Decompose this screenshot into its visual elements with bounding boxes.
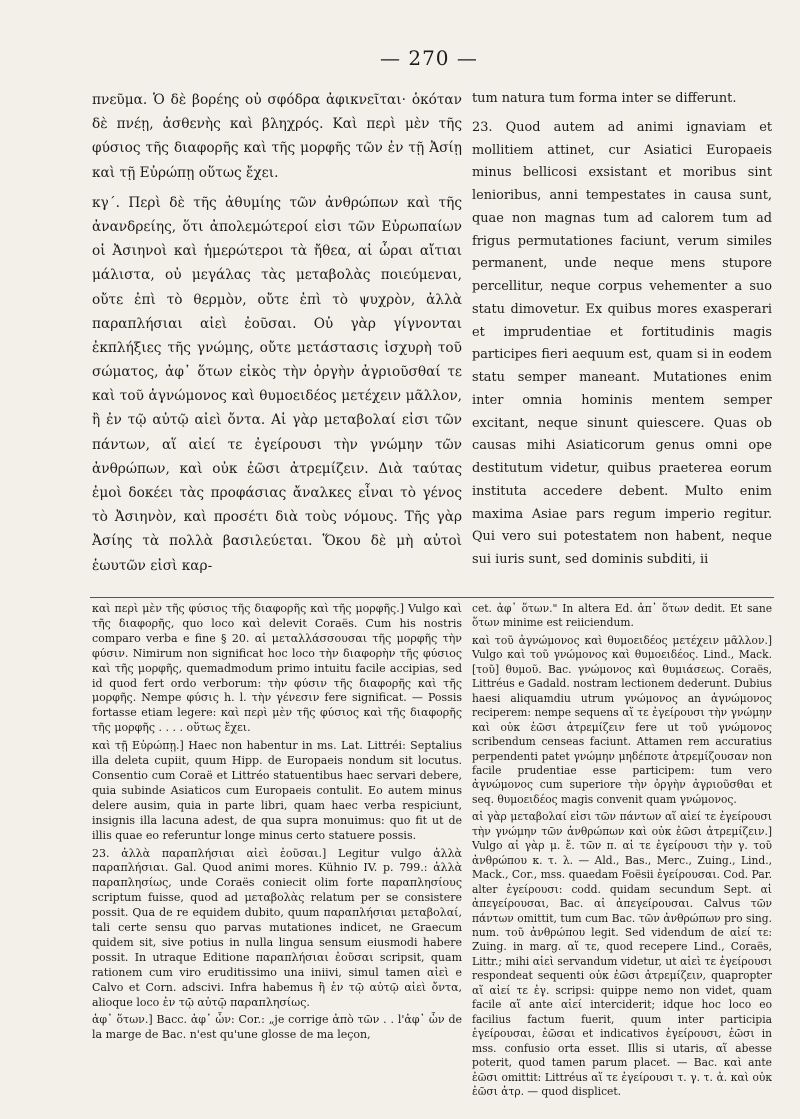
latin-paragraph: 23. Quod autem ad animi ignaviam et mollitiem attinet, cur Asiatici Europaeis minus bellicosi exsistant et moribus sint lenioribus, anni tempestates in causa sunt, quae non magnas tum ad calorem tum ad frigus permutationes faciunt, verum similes permanent, unde neque mens stupore percellitur, neque corpus vehementer a suo statu dimovetur. Ex quibus mores exasperari et imprudentiae et fortitudinis magis participes fieri aequum est, quam si in eodem statu semper maneant. Mutationes enim inter omnia hominis mentem semper excitant, neque sinunt quiescere. Quas ob causas mihi Asiaticorum genus omni ope destitutum videtur, quibus praeterea eorum instituta accedere debent. Multo enim maxima Asiae pars regum imperio regitur. Qui vero sui potestatem non habent, neque sui iuris sunt, sed dominis subditi, ii (472, 119, 772, 567)
latin-paragraph: tum natura tum forma inter se differunt. (472, 91, 737, 106)
greek-paragraph: κγ΄. Περὶ δὲ τῆς ἀθυμίης τῶν ἀνθρώπων καὶ τῆς ἀνανδρείης, ὅτι ἀπολεμώτεροί εἰσι τῶν Εὐρωπαίων οἱ Ἀσιηνοὶ καὶ ἡμερώτεροι τὰ ἤθεα, αἱ ὧραι αἴτιαι μάλιστα, οὐ μεγάλας τὰς μεταβολὰς ποιεύμεναι, οὔτε ἐπὶ τὸ θερμὸν, οὔτε ἐπὶ τὸ ψυχρὸν, ἀλλὰ παραπλήσιαι αἰεὶ ἐοῦσαι. Οὐ γὰρ γίγνονται ἐκπλήξιες τῆς γνώμης, οὔτε μετάστασις ἰσχυρὴ τοῦ σώματος, ἀφ᾽ ὅτων εἰκὸς τὴν ὀργὴν ἀγριοῦσθαί τε καὶ τοῦ ἀγνώμονος καὶ θυμοειδέος μετέχειν μᾶλλον, ἢ ἐν τῷ αὐτῷ αἰεὶ ὄντα. Αἱ γὰρ μεταβολαί εἰσι τῶν πάντων, αἵ αἰεί τε ἐγείρουσι τὴν γνώμην τῶν ἀνθρώπων, καὶ οὐκ ἐῶσι ἀτρεμίζειν. Διὰ ταύτας ἐμοὶ δοκέει τὰς προφάσιας ἄναλκες εἶναι τὸ γένος τὸ Ἀσιηνὸν, καὶ προσέτι διὰ τοὺς νόμους. Τῆς γὰρ Ἀσίης τὰ πολλὰ βασιλεύεται. Ὅκου δὲ μὴ αὐτοὶ ἑωυτῶν εἰσὶ καρ- (92, 194, 462, 574)
footnote: cet. ἀφ᾽ ὅτων." In altera Ed. ἀπ᾽ ὅτων dedit. Et sane ὅτων minime est reiiciendum. (472, 602, 772, 630)
footnote: αἱ γὰρ μεταβολαί εἰσι τῶν πάντων αἵ αἰεί τε ἐγείρουσι τὴν γνώμην τῶν ἀνθρώπων καὶ οὐκ ἐῶσι ἀτρεμίζειν.] Vulgo αἱ γὰρ μ. ἔ. τῶν π. αἱ τε ἐγείρουσι τὴν γ. τοῦ ἀνθρώπου κ. τ. λ. — Ald., Bas., Merc., Zuing., Lind., Mack., Cor., mss. quaedam Foësii ἐγείρουσαι. Cod. Par. alter ἐγείρουσι: codd. quidam secundum Sept. αἱ ἀπεγείρουσαι, Bac. αἱ ἀπεγείρουσαι. Calvus τῶν πάντων omittit, tum cum Bac. τῶν ἀνθρώπων pro sing. num. τοῦ ἀνθρώπου legit. Sed videndum de αἰεί τε: Zuing. in marg. αἵ τε, quod recepere Lind., Coraës, Littr.; mihi αἰεὶ servandum videtur, ut αἰεὶ τε ἐγείρουσι respondeat sequenti οὐκ ἐῶσι ἀτρεμίζειν, quapropter αἵ αἰεί τε ἐγ. scripsi: quippe nemo non videt, quam facile αἵ ante αἰεί interciderit; idque hoc loco eo facilius factum fuerit, quum inter participia ἐγείρουσαι, ἐῶσαι et indicativos ἐγείρουσι, ἐῶσι in mss. confusio orta esset. Illis si utaris, αἵ abesse poterit, quod tamen parum placet. — Bac. καὶ ante ἐῶσι omittit: Littréus αἵ τε ἐγείρουσι τ. γ. τ. ἀ. καὶ οὐκ ἐῶσι ἀτρ. — quod displicet. (472, 810, 772, 1098)
footnotes-left-column (92, 602, 462, 1112)
footnote: 23. ἀλλὰ παραπλήσιαι αἰεὶ ἐοῦσαι.] Legitur vulgo ἀλλὰ παραπλήσιαι. Gal. Quod animi mores. Kühnio IV. p. 799.: ἀλλὰ παραπλησίως, unde Coraës coniecit olim forte παραπλησίους scriptum fuisse, quod ad μεταβολὰς relatum per se consistere possit. Qua de re equidem dubito, quum παραπλήσιαι μεταβολαί, tali certe sensu quo parvas mutationes indicet, ne Graecum quidem sit, sive potius in nulla lingua sensum eiusmodi habere possit. In utraque Editione παραπλήσιαι ἐοῦσαι scripsit, quam rationem cum viro eruditissimo una iniivi, simul tamen αἰεὶ e Calvo et Corn. adscivi. Infra habemus ἢ ἐν τῷ αὐτῷ αἰεὶ ὄντα, alioque loco ἐν τῷ αὐτῷ παραπλησίως. (92, 846, 462, 1009)
footnote: καὶ τῇ Εὐρώπῃ.] Haec non habentur in ms. Lat. Littréi: Septalius illa deleta cupiit, quum Hipp. de Europaeis nondum sit locutus. Consentio cum Coraë et Littréo statuentibus haec servari debere, quia subinde Asiaticos cum Europaeis contulit. Eo autem minus delere ausim, quia in parte libri, quam haec verba respiciunt, insignis illa lacuna adest, de qua supra monuimus: quo fit ut de illis quae eo referuntur longe minus certo statuere possis. (92, 739, 462, 842)
greek-paragraph: πνεῦμα. Ὁ δὲ βορέης οὐ σφόδρα ἀφικνεῖται· ὁκόταν δὲ πνέῃ, ἀσθενὴς καὶ βληχρός. Καὶ περὶ μὲν τῆς φύσιος τῆς διαφορῆς καὶ τῆς μορφῆς τῶν ἐν τῇ Ἀσίῃ καὶ τῇ Εὐρώπῃ οὕτως ἔχει. (92, 92, 462, 181)
latin-main-text (472, 88, 772, 588)
footnote: καὶ περὶ μὲν τῆς φύσιος τῆς διαφορῆς καὶ τῆς μορφῆς.] Vulgo καὶ τῆς διαφορῆς, quo loco καὶ delevit Coraës. Cum his nostris comparo verba e fine § 20. αἱ μεταλλάσσουσαι τῆς μορφῆς τὴν φύσιν. Nimirum non significat hoc loco τὴν διαφορὴν τῆς φύσιος καὶ τῆς μορφῆς, quemadmodum primo intuitu facile accipias, sed id quod fert ordo verborum: τὴν φύσιν τῆς διαφορῆς καὶ τῆς μορφῆς. Nempe φύσις h. l. τὴν γένεσιν fere significat. — Possis fortasse etiam legere: καὶ περὶ μὲν τῆς φύσιος καὶ τῆς διαφορῆς τῆς μορφῆς . . . . οὕτως ἔχει. (92, 602, 462, 735)
footnote: ἀφ᾽ ὅτων.] Bacc. ἀφ᾽ ὧν: Cor.: „je corrige ἀπὸ τῶν . . l'ἀφ᾽ ὧν de la marge de Bac. n'est qu'une glosse de ma leçon, (92, 1013, 462, 1042)
footnotes-right-column (472, 602, 772, 1112)
footnote: καὶ τοῦ ἀγνώμονος καὶ θυμοειδέος μετέχειν μᾶλλον.] Vulgo καὶ τοῦ γνώμονος καὶ θυμοειδέος. Lind., Mack. [τοῦ] θυμοῦ. Bac. γνώμονος καὶ θυμιάσεως. Coraës, Littréus e Gadald. nostram lectionem dederunt. Dubius haesi aliquamdiu utrum γνώμονος an ἀγνώμονος reciperem: nempe sequens αἵ τε ἐγείρουσι τὴν γνώμην καὶ οὐκ ἐῶσι ἀτρεμίζειν fere ut τοῦ γνώμονος scribendum censeas faciunt. Attamen rem accuratius perpendenti patet γνώμην μηδέποτε ἀτρεμίζουσαν non facile prudentiae esse participem: tum vero ἀγνώμονος cum superiore τὴν ὀργὴν ἀγριοῦσθαι et seq. θυμοειδέος magis convenit quam γνώμονος. (472, 633, 772, 806)
footnote-divider (90, 597, 774, 598)
page-number: — 270 — (380, 46, 478, 70)
greek-main-text (92, 88, 462, 588)
